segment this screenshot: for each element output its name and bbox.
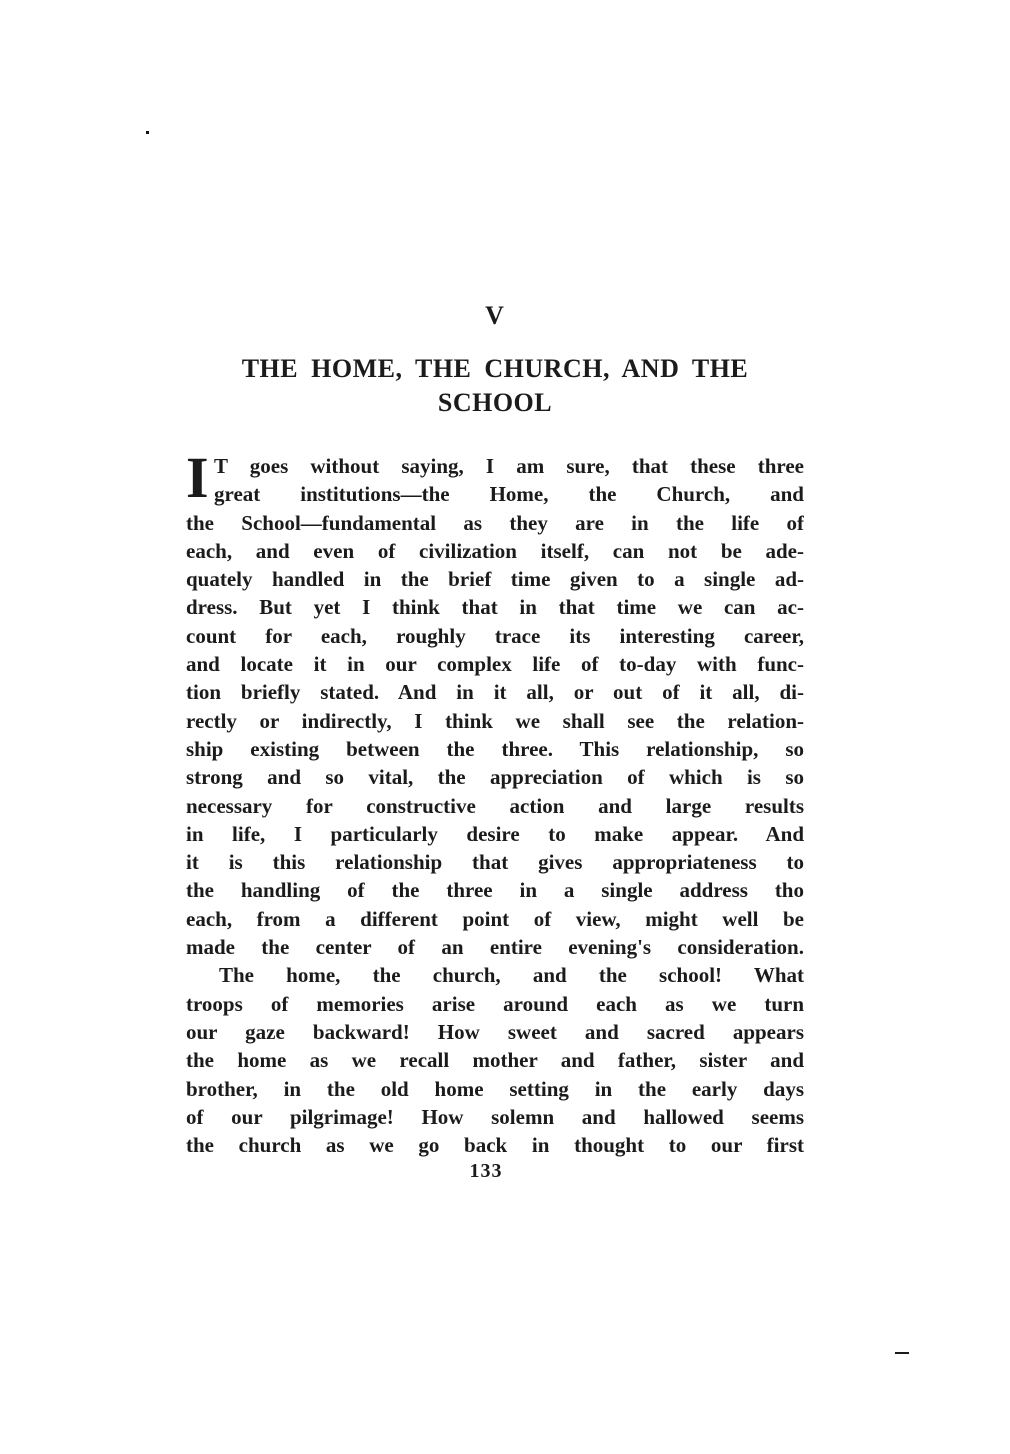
text-line: each, and even of civilization itself, can not be ade- — [186, 538, 804, 563]
text-line: tion briefly stated. And in it all, or out of it all, di- — [186, 680, 804, 705]
text-line: each, from a different point of view, might well be — [186, 906, 804, 931]
text-line: troops of memories arise around each as we turn — [186, 991, 804, 1016]
text-line: of our pilgrimage! How solemn and hallowed seems — [186, 1104, 804, 1129]
text-line: strong and so vital, the appreciation of which is so — [186, 765, 804, 790]
text-line: our gaze backward! How sweet and sacred appears — [186, 1019, 804, 1044]
text-line: dress. But yet I think that in that time we can ac- — [186, 595, 804, 620]
text-line: and locate it in our complex life of to-day with func- — [186, 652, 804, 677]
text-line: necessary for constructive action and large results — [186, 793, 804, 818]
text-line: count for each, roughly trace its interesting career, — [186, 623, 804, 648]
text-line: T goes without saying, I am sure, that these three — [214, 454, 804, 478]
text-line: in life, I particularly desire to make appear. And — [186, 821, 804, 846]
page-title-line-2: SCHOOL — [437, 388, 553, 417]
chapter-number: V — [485, 301, 505, 330]
text-line: ship existing between the three. This relationship, so — [186, 736, 804, 761]
page-number: 133 — [469, 1160, 503, 1182]
body-text — [186, 445, 804, 1159]
text-line: it is this relationship that gives appropriateness to — [186, 850, 804, 875]
text-line: rectly or indirectly, I think we shall see the relation- — [186, 708, 804, 733]
text-line: the School—fundamental as they are in the life of — [186, 510, 804, 535]
drop-cap: I — [186, 445, 209, 510]
text-line: the church as we go back in thought to our first — [186, 1133, 804, 1158]
text-line: brother, in the old home setting in the early days — [186, 1076, 804, 1101]
stray-ink-dot — [146, 131, 149, 134]
text-line: the handling of the three in a single address tho — [186, 878, 804, 903]
text-line: The home, the church, and the school! What — [219, 963, 804, 988]
text-line: the home as we recall mother and father, sister and — [186, 1048, 804, 1073]
page-title-line-1: THE HOME, THE CHURCH, AND THE — [241, 354, 749, 383]
text-line: quately handled in the brief time given to a single ad- — [186, 567, 804, 592]
text-line: great institutions—the Home, the Church, and — [214, 482, 804, 507]
corner-dash-mark — [895, 1352, 909, 1354]
page-title — [186, 352, 804, 420]
text-line: made the center of an entire evening's consideration. — [186, 935, 804, 960]
